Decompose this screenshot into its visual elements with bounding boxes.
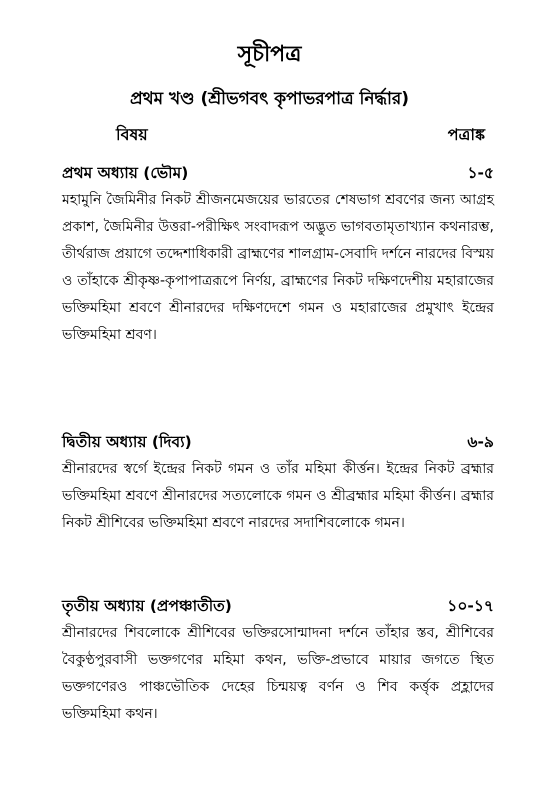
chapter-page-range: ৬-৯	[467, 433, 494, 451]
subject-column-header: বিষয়	[116, 125, 148, 144]
chapter-title: দ্বিতীয় অধ্যায় (দিব্য)	[62, 433, 192, 451]
chapter-description: শ্রীনারদের শিবলোকে শ্রীশিবের ভক্তিরসোন্মাদনা দর্শনে তাঁহার স্তব, শ্রীশিবের বৈকুণ্ঠপুরবাসী ভক্তগণের মহিমা কথন, ভক্তি-প্রভাবে মায়ার জগতে স্থিত ভক্তগণেরও পাঞ্চভৌতিক দেহের চিন্ময়ত্ব বর্ণন ও শিব কর্ত্তৃক প্রহ্লাদের ভক্তিমহিমা কথন।	[62, 625, 494, 722]
chapter-heading	[62, 593, 494, 620]
chapter-page-range: ১০-১৭	[447, 597, 494, 615]
chapter-description: শ্রীনারদের স্বর্গে ইন্দ্রের নিকট গমন ও তাঁর মহিমা কীর্ত্তন। ইন্দ্রের নিকট ব্রহ্মার ভক্তিমহিমা শ্রবণে শ্রীনারদের সত্যলোকে গমন ও শ্রীব্রহ্মার মহিমা কীর্ত্তন। ব্রহ্মার নিকট শ্রীশিবের ভক্তিমহিমা শ্রবণে নারদের সদাশিবলোকে গমন।	[62, 461, 494, 531]
page-title: সূচীপত্র	[237, 42, 302, 67]
chapter-heading	[62, 160, 494, 187]
chapter-entry-1	[62, 160, 494, 349]
chapter-title: তৃতীয় অধ্যায় (প্রপঞ্চাতীত)	[62, 597, 232, 615]
chapter-entry-3	[62, 593, 494, 728]
chapter-description: মহামুনি জৈমিনীর নিকট শ্রীজনমেজয়ের ভারতের শেষভাগ শ্রবণের জন্য আগ্রহ প্রকাশ, জৈমিনীর উত্তরা-পরীক্ষিৎ সংবাদরূপ অদ্ভুত ভাগবতামৃতাখ্যান কথনারম্ভ, তীর্থরাজ প্রয়াগে তদ্দেশাধিকারী ব্রাহ্মণের শালগ্রাম-সেবাদি দর্শনে নারদের বিস্ময় ও তাঁহাকে শ্রীকৃষ্ণ-কৃপাপাত্ররূপে নির্ণয়, ব্রাহ্মণের নিকট দক্ষিণদেশীয় মহারাজের ভক্তিমহিমা শ্রবণে শ্রীনারদের দক্ষিণদেশে গমন ও মহারাজের প্রমুখাৎ ইন্দ্রের ভক্তিমহিমা শ্রবণ।	[62, 192, 494, 343]
part-title: প্রথম খণ্ড (শ্রীভগবৎ কৃপাভরপাত্র নির্দ্ধার)	[129, 89, 410, 109]
page-column-header: পত্রাঙ্ক	[447, 125, 485, 144]
chapter-page-range: ১-৫	[467, 164, 494, 182]
chapter-title: প্রথম অধ্যায় (ভৌম)	[62, 164, 189, 182]
chapter-entry-2	[62, 429, 494, 537]
chapter-heading	[62, 429, 494, 456]
column-header-row	[0, 122, 539, 148]
